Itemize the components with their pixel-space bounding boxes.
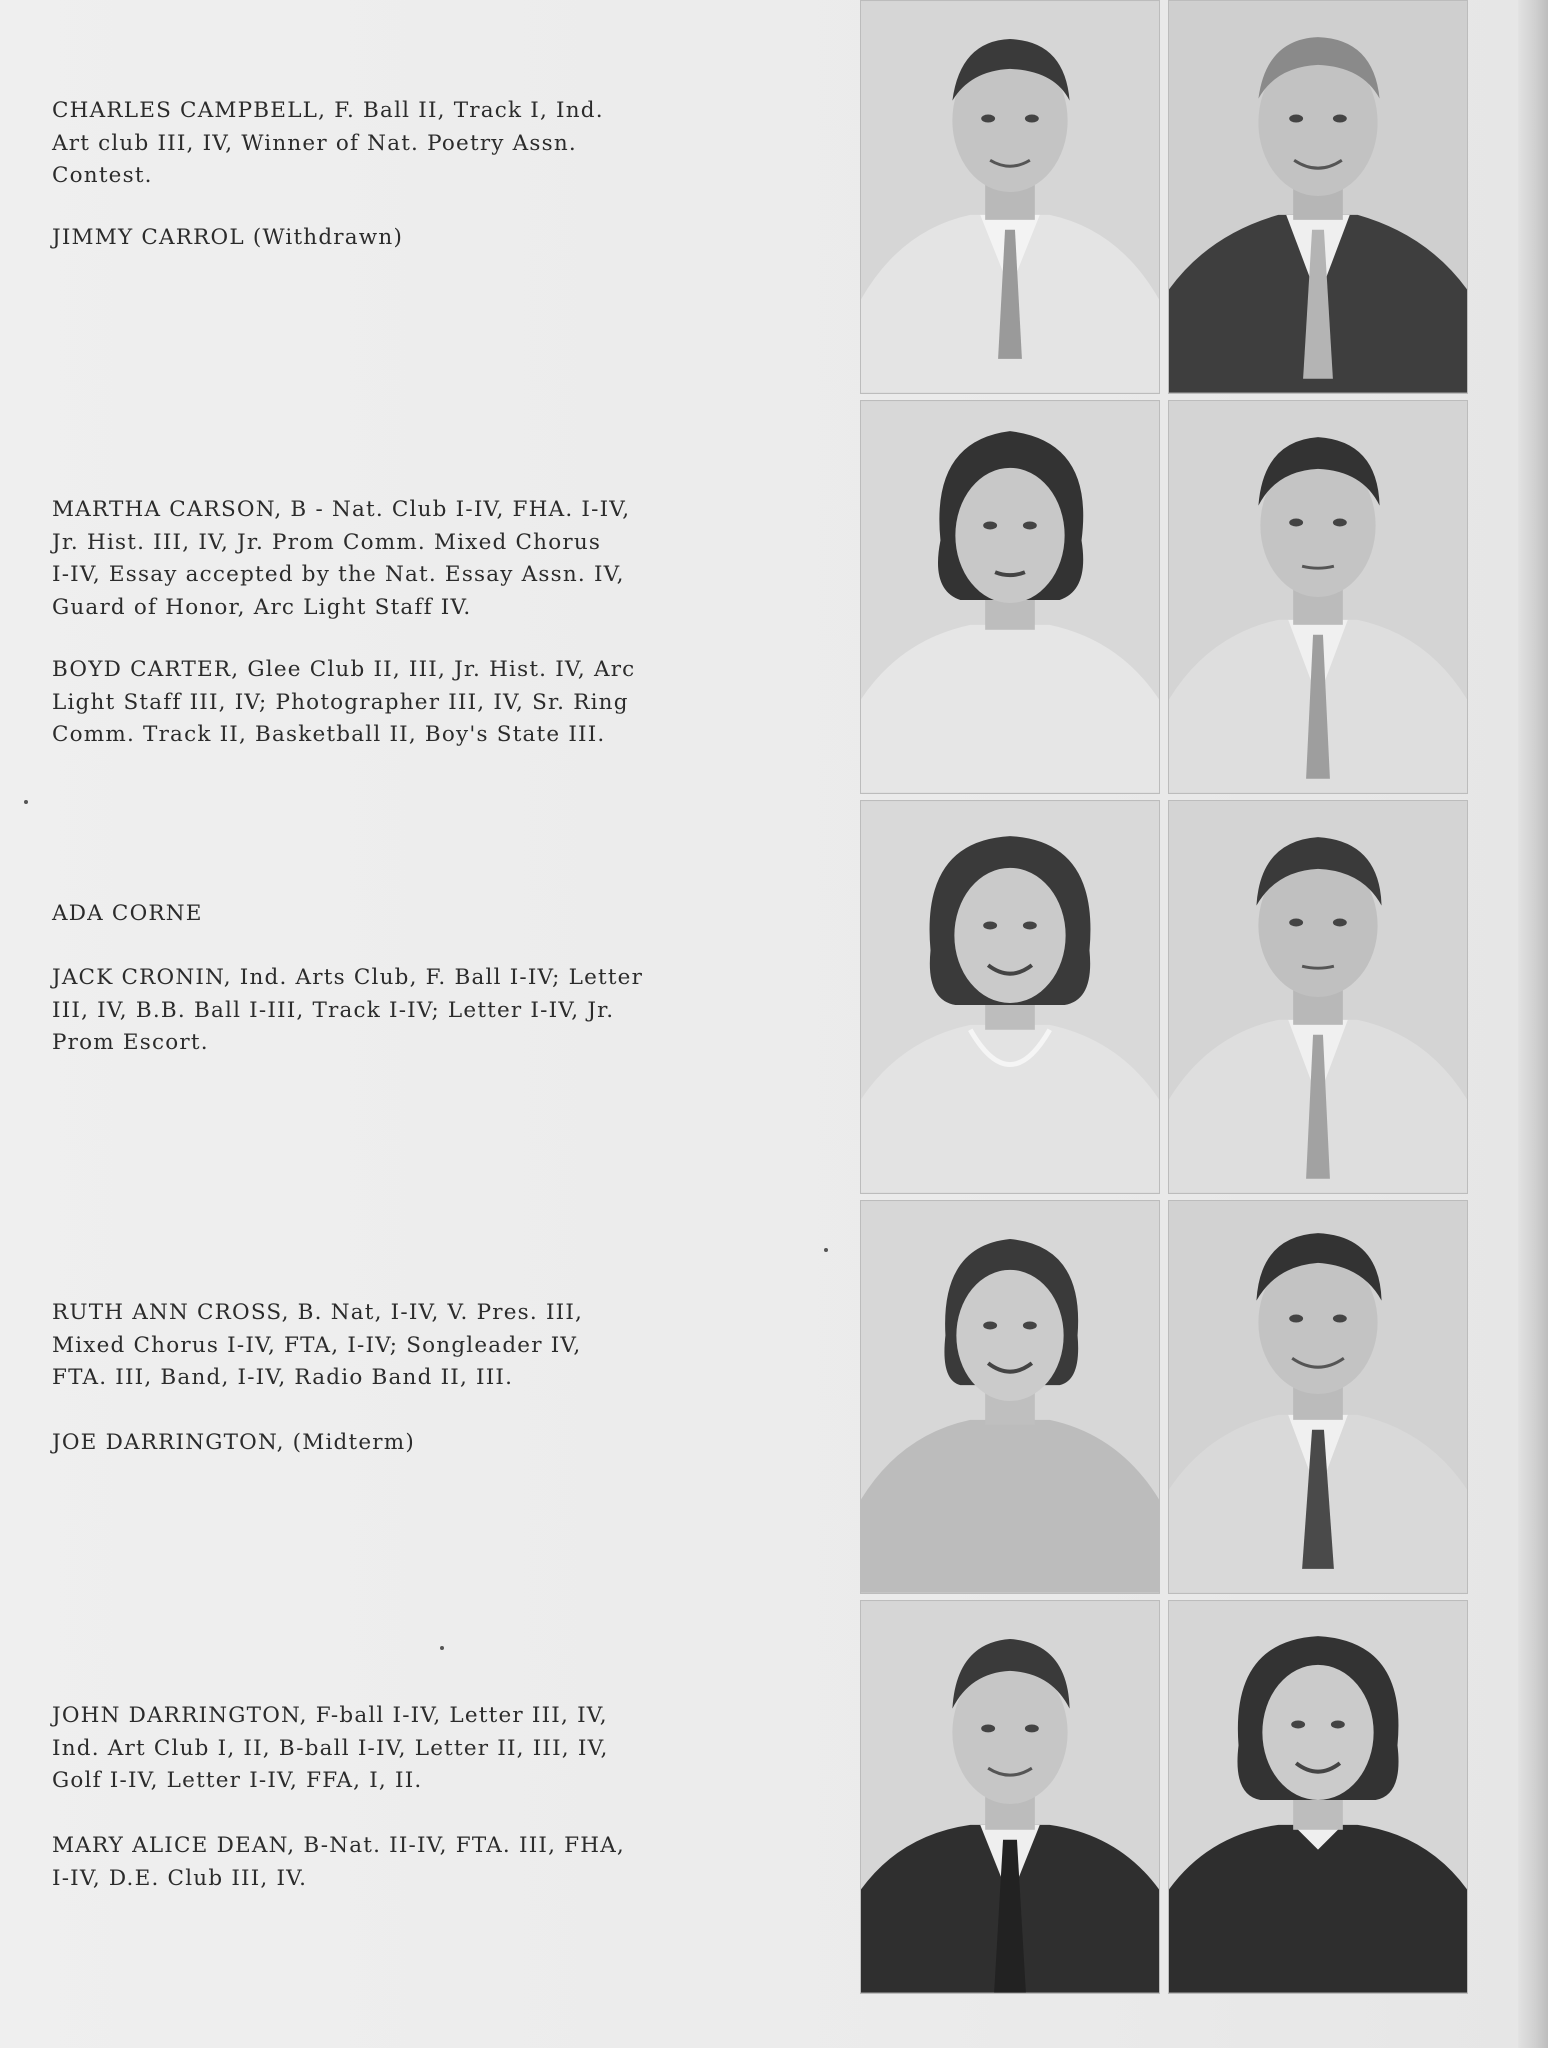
entry-jimmy-carrol xyxy=(52,222,812,255)
entry-boyd-carter xyxy=(52,654,812,752)
portrait-young-man-light-suit-icon xyxy=(1169,1201,1467,1593)
entry-line: JACK CRONIN, Ind. Arts Club, F. Ball I-IV; Letter xyxy=(52,965,644,990)
entry-line: I-IV, Essay accepted by the Nat. Essay Assn. IV, xyxy=(52,562,625,587)
entry-line: Art club III, IV, Winner of Nat. Poetry Assn. xyxy=(52,130,577,156)
portrait-photo-9 xyxy=(860,1600,1160,1994)
portrait-photo-10 xyxy=(1168,1600,1468,1994)
portrait-young-woman-sweater-pearls-icon xyxy=(861,801,1159,1193)
page-edge xyxy=(1518,0,1548,2048)
portrait-young-woman-sweater-icon xyxy=(861,1201,1159,1593)
entry-line: ADA CORNE xyxy=(52,901,203,926)
entry-martha-carson xyxy=(52,494,812,624)
portrait-young-man-dark-suit-icon xyxy=(861,1601,1159,1993)
entry-line: Ind. Art Club I, II, B-ball I-IV, Letter II, III, IV, xyxy=(52,1735,609,1761)
entry-line: JOE DARRINGTON, (Midterm) xyxy=(52,1430,415,1455)
entry-line: Golf I-IV, Letter I-IV, FFA, I, II. xyxy=(52,1768,423,1793)
entry-ada-corne xyxy=(52,898,812,931)
portrait-photo-6 xyxy=(1168,800,1468,1194)
portrait-young-woman-sweater-icon xyxy=(861,401,1159,793)
entry-line: Contest. xyxy=(52,163,153,188)
entry-line: JIMMY CARROL (Withdrawn) xyxy=(52,225,404,250)
paper-speck xyxy=(440,1646,444,1650)
entry-joe-darrington xyxy=(52,1427,812,1460)
entry-line: Comm. Track II, Basketball II, Boy's State III. xyxy=(52,722,606,747)
portrait-photo-3 xyxy=(860,400,1160,794)
entry-line: MARY ALICE DEAN, B-Nat. II-IV, FTA. III, FHA, xyxy=(52,1833,625,1858)
entry-john-darrington xyxy=(52,1700,812,1798)
entry-line: JOHN DARRINGTON, F-ball I-IV, Letter III, IV, xyxy=(52,1703,608,1728)
portrait-young-man-dark-suit-icon xyxy=(1169,1,1467,393)
portrait-young-man-light-suit-icon xyxy=(861,1,1159,393)
entry-line: Jr. Hist. III, IV, Jr. Prom Comm. Mixed Chorus xyxy=(52,529,602,555)
entry-line: BOYD CARTER, Glee Club II, III, Jr. Hist. IV, Arc xyxy=(52,657,636,682)
portrait-young-man-light-suit-icon xyxy=(1169,401,1467,793)
portrait-photo-8 xyxy=(1168,1200,1468,1594)
entry-charles-campbell xyxy=(52,95,812,193)
paper-speck xyxy=(24,800,28,804)
portrait-photo-7 xyxy=(860,1200,1160,1594)
entry-line: MARTHA CARSON, B - Nat. Club I-IV, FHA. I-IV, xyxy=(52,497,631,522)
entry-line: I-IV, D.E. Club III, IV. xyxy=(52,1865,308,1891)
entry-line: FTA. III, Band, I-IV, Radio Band II, III. xyxy=(52,1365,514,1390)
entry-line: III, IV, B.B. Ball I-III, Track I-IV; Letter I-IV, Jr. xyxy=(52,997,615,1023)
portrait-photo-2 xyxy=(1168,0,1468,394)
entry-line: RUTH ANN CROSS, B. Nat, I-IV, V. Pres. III, xyxy=(52,1300,584,1325)
entry-line: Prom Escort. xyxy=(52,1030,209,1055)
entry-line: Guard of Honor, Arc Light Staff IV. xyxy=(52,594,472,620)
portrait-photo-1 xyxy=(860,0,1160,394)
entry-mary-alice-dean xyxy=(52,1830,812,1895)
entry-ruth-ann-cross xyxy=(52,1297,812,1395)
entry-line: Mixed Chorus I-IV, FTA, I-IV; Songleader IV, xyxy=(52,1332,582,1358)
entry-line: CHARLES CAMPBELL, F. Ball II, Track I, Ind. xyxy=(52,98,604,123)
entry-jack-cronin xyxy=(52,962,812,1060)
portrait-photo-5 xyxy=(860,800,1160,1194)
paper-speck xyxy=(824,1248,828,1252)
portrait-young-man-light-suit-icon xyxy=(1169,801,1467,1193)
entry-line: Light Staff III, IV; Photographer III, IV, Sr. Ring xyxy=(52,689,629,715)
portrait-photo-4 xyxy=(1168,400,1468,794)
portrait-young-woman-dark-dress-icon xyxy=(1169,1601,1467,1993)
